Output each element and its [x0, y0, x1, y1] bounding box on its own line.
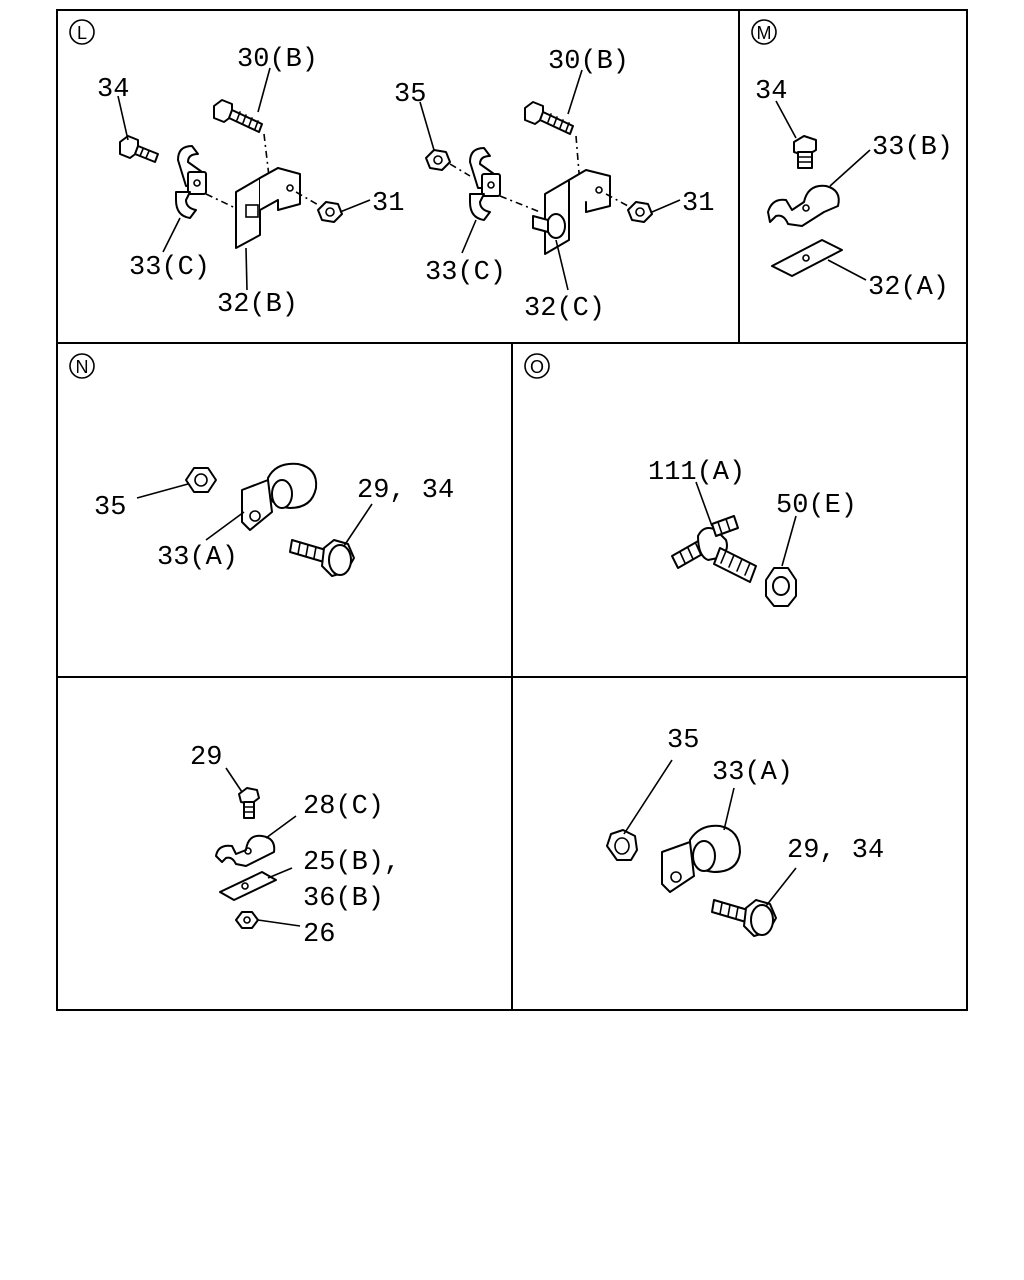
plate-32a-m: [772, 240, 842, 276]
label-2934-br: 29, 34: [787, 836, 885, 866]
clip-33b-m: [768, 186, 839, 226]
label-32c-right: 32(C): [524, 294, 606, 324]
label-33c-left: 33(C): [129, 253, 211, 283]
plate-25b-bl: [220, 872, 276, 900]
nut-35-br: [607, 830, 637, 860]
label-30b-right: 30(B): [548, 47, 630, 77]
label-50e-o: 50(E): [776, 491, 858, 521]
svg-text:N: N: [75, 357, 89, 377]
section-marker-o: [525, 354, 549, 378]
label-34-m: 34: [755, 77, 788, 107]
label-2934-n: 29, 34: [357, 476, 455, 506]
section-o: [525, 354, 857, 606]
section-m: [752, 20, 953, 303]
clip-33c-left: [176, 146, 206, 218]
bolt-30b-left: [214, 100, 262, 132]
clip-33c-right: [470, 148, 500, 220]
nut-50e-o: [766, 568, 796, 606]
nut-26-bl: [236, 912, 258, 928]
label-25b-bl: 25(B),: [303, 848, 401, 878]
section-bottom-left: [190, 743, 400, 950]
section-bottom-right: [607, 726, 884, 936]
clip-33a-br: [662, 826, 740, 892]
section-marker-m: [752, 20, 776, 44]
label-32b-left: 32(B): [217, 290, 299, 320]
label-32a-m: 32(A): [868, 273, 950, 303]
nut-35-right: [426, 150, 450, 170]
label-35-n: 35: [94, 493, 127, 523]
label-33b-m: 33(B): [872, 133, 954, 163]
section-marker-l: [70, 20, 94, 44]
label-35-br: 35: [667, 726, 700, 756]
clip-33a-n: [242, 464, 316, 530]
label-33a-br: 33(A): [712, 758, 794, 788]
bolt-34-left: [120, 136, 158, 162]
svg-text:O: O: [529, 357, 545, 377]
label-35-right: 35: [394, 80, 427, 110]
section-n: [70, 354, 454, 576]
bracket-32c-right: [533, 170, 610, 254]
clip-28c-bl: [216, 836, 274, 866]
label-31-left: 31: [372, 189, 405, 219]
label-33c-right: 33(C): [425, 258, 507, 288]
tee-fitting-111a-o: [672, 516, 756, 582]
label-31-right: 31: [682, 189, 715, 219]
nut-31-right: [628, 202, 652, 222]
label-111a-o: 111(A): [648, 458, 746, 488]
label-26-bl: 26: [303, 920, 336, 950]
svg-text:L: L: [76, 23, 88, 43]
bolt-30b-right: [525, 102, 573, 134]
label-36b-bl: 36(B): [303, 884, 385, 914]
label-29-bl: 29: [190, 743, 223, 773]
label-28c-bl: 28(C): [303, 792, 385, 822]
section-marker-n: [70, 354, 94, 378]
nut-31-left: [318, 202, 342, 222]
bolt-29-bl: [239, 788, 259, 818]
label-34-left: 34: [97, 75, 130, 105]
svg-text:M: M: [756, 23, 772, 43]
bolt-34-m: [794, 136, 816, 168]
label-33a-n: 33(A): [157, 543, 239, 573]
section-l: [70, 20, 714, 324]
nut-35-n: [186, 468, 216, 492]
bracket-32b-left: [236, 168, 300, 248]
label-30b-left: 30(B): [237, 45, 319, 75]
